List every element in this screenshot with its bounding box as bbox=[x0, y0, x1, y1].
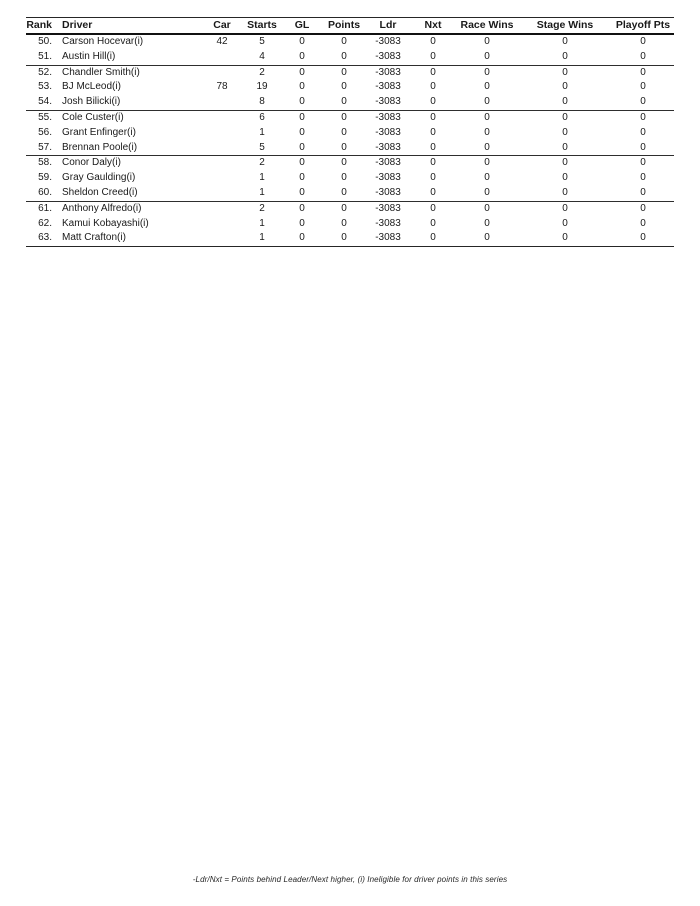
cell-rank: 58. bbox=[38, 157, 52, 169]
cell-driver: Matt Crafton(i) bbox=[62, 232, 126, 244]
cell-rank: 53. bbox=[38, 81, 52, 93]
cell-car bbox=[202, 50, 242, 65]
cell-ldr: -3083 bbox=[375, 172, 401, 184]
column-header-points: Points bbox=[322, 18, 366, 35]
cell-starts: 5 bbox=[259, 36, 265, 47]
cell-playoff_pts: 0 bbox=[612, 186, 674, 201]
cell-nxt: 0 bbox=[410, 50, 456, 65]
column-header-race_wins: Race Wins bbox=[456, 18, 518, 35]
cell-race_wins: 0 bbox=[484, 157, 490, 169]
cell-gl: 0 bbox=[299, 66, 305, 78]
cell-points: 0 bbox=[322, 95, 366, 110]
cell-rank: 63. bbox=[38, 232, 52, 244]
table-row bbox=[26, 217, 674, 232]
table-row bbox=[26, 171, 674, 186]
cell-nxt: 0 bbox=[430, 202, 436, 214]
cell-points: 0 bbox=[322, 141, 366, 156]
cell-points: 0 bbox=[341, 111, 347, 123]
cell-points: 0 bbox=[341, 81, 347, 93]
cell-ldr: -3083 bbox=[375, 36, 401, 47]
cell-starts: 1 bbox=[242, 186, 282, 201]
cell-playoff_pts: 0 bbox=[640, 232, 646, 244]
cell-nxt: 0 bbox=[430, 81, 436, 93]
cell-car bbox=[202, 156, 242, 171]
cell-ldr: -3083 bbox=[375, 126, 401, 138]
cell-ldr: -3083 bbox=[375, 232, 401, 244]
cell-car bbox=[202, 126, 242, 141]
cell-driver: Grant Enfinger(i) bbox=[62, 126, 136, 138]
cell-rank: 51. bbox=[26, 50, 54, 65]
table-row bbox=[26, 186, 674, 201]
cell-starts: 2 bbox=[259, 202, 265, 214]
cell-ldr: -3083 bbox=[366, 50, 410, 65]
cell-starts: 4 bbox=[242, 50, 282, 65]
cell-starts: 1 bbox=[259, 217, 265, 229]
cell-starts: 19 bbox=[256, 81, 268, 93]
cell-points: 0 bbox=[341, 126, 347, 138]
column-header-playoff_pts: Playoff Pts bbox=[612, 18, 674, 35]
cell-points: 0 bbox=[341, 172, 347, 184]
cell-driver: Sheldon Creed(i) bbox=[54, 186, 202, 201]
cell-nxt: 0 bbox=[410, 95, 456, 110]
cell-stage_wins: 0 bbox=[562, 217, 568, 229]
cell-playoff_pts: 0 bbox=[640, 126, 646, 138]
table-row bbox=[26, 50, 674, 65]
cell-race_wins: 0 bbox=[484, 217, 490, 229]
cell-rank: 56. bbox=[38, 126, 52, 138]
cell-stage_wins: 0 bbox=[518, 95, 612, 110]
cell-driver: Cole Custer(i) bbox=[62, 111, 124, 123]
column-header-nxt: Nxt bbox=[410, 18, 456, 35]
table-row bbox=[26, 95, 674, 110]
cell-starts: 8 bbox=[242, 95, 282, 110]
cell-stage_wins: 0 bbox=[562, 172, 568, 184]
cell-ldr: -3083 bbox=[375, 202, 401, 214]
cell-rank: 61. bbox=[38, 202, 52, 214]
cell-starts: 5 bbox=[242, 141, 282, 156]
cell-points: 0 bbox=[341, 66, 347, 78]
cell-nxt: 0 bbox=[410, 186, 456, 201]
cell-playoff_pts: 0 bbox=[640, 202, 646, 214]
cell-gl: 0 bbox=[282, 141, 322, 156]
table-row bbox=[26, 231, 674, 246]
cell-car bbox=[202, 65, 242, 80]
cell-playoff_pts: 0 bbox=[612, 141, 674, 156]
cell-ldr: -3083 bbox=[366, 95, 410, 110]
cell-ldr: -3083 bbox=[366, 141, 410, 156]
cell-points: 0 bbox=[341, 202, 347, 214]
cell-rank: 54. bbox=[26, 95, 54, 110]
table-row bbox=[26, 110, 674, 125]
cell-rank: 57. bbox=[26, 141, 54, 156]
cell-gl: 0 bbox=[299, 157, 305, 169]
column-header-rank: Rank bbox=[26, 18, 54, 35]
cell-stage_wins: 0 bbox=[562, 81, 568, 93]
cell-starts: 1 bbox=[259, 172, 265, 184]
cell-nxt: 0 bbox=[430, 36, 436, 47]
cell-points: 0 bbox=[322, 186, 366, 201]
cell-race_wins: 0 bbox=[456, 95, 518, 110]
cell-rank: 62. bbox=[38, 217, 52, 229]
cell-rank: 60. bbox=[26, 186, 54, 201]
cell-nxt: 0 bbox=[430, 232, 436, 244]
cell-race_wins: 0 bbox=[484, 126, 490, 138]
footnote: -Ldr/Nxt = Points behind Leader/Next higher, (i) Ineligible for driver points in this series bbox=[192, 875, 508, 884]
cell-playoff_pts: 0 bbox=[640, 217, 646, 229]
cell-ldr: -3083 bbox=[375, 81, 401, 93]
standings-table-body bbox=[26, 34, 674, 247]
cell-ldr: -3083 bbox=[375, 157, 401, 169]
cell-stage_wins: 0 bbox=[562, 232, 568, 244]
cell-gl: 0 bbox=[299, 81, 305, 93]
cell-car: 42 bbox=[216, 36, 228, 47]
cell-stage_wins: 0 bbox=[562, 36, 568, 47]
cell-race_wins: 0 bbox=[456, 50, 518, 65]
cell-race_wins: 0 bbox=[484, 66, 490, 78]
cell-starts: 6 bbox=[259, 111, 265, 123]
column-header-car: Car bbox=[202, 18, 242, 35]
table-row bbox=[26, 126, 674, 141]
cell-race_wins: 0 bbox=[456, 186, 518, 201]
cell-points: 0 bbox=[341, 157, 347, 169]
cell-playoff_pts: 0 bbox=[640, 157, 646, 169]
cell-driver: Conor Daly(i) bbox=[62, 157, 121, 169]
cell-gl: 0 bbox=[299, 111, 305, 123]
table-row bbox=[26, 34, 674, 50]
cell-driver: Brennan Poole(i) bbox=[54, 141, 202, 156]
cell-rank: 52. bbox=[38, 66, 52, 78]
column-header-gl: GL bbox=[282, 18, 322, 35]
cell-ldr: -3083 bbox=[375, 66, 401, 78]
column-header-driver: Driver bbox=[54, 18, 202, 35]
cell-starts: 1 bbox=[259, 232, 265, 244]
cell-driver: Anthony Alfredo(i) bbox=[62, 202, 142, 214]
cell-gl: 0 bbox=[299, 36, 305, 47]
cell-stage_wins: 0 bbox=[518, 141, 612, 156]
cell-driver: Josh Bilicki(i) bbox=[54, 95, 202, 110]
cell-gl: 0 bbox=[282, 186, 322, 201]
cell-gl: 0 bbox=[299, 217, 305, 229]
cell-car bbox=[202, 141, 242, 156]
cell-gl: 0 bbox=[299, 232, 305, 244]
cell-gl: 0 bbox=[282, 50, 322, 65]
cell-car bbox=[202, 95, 242, 110]
cell-car bbox=[202, 217, 242, 232]
cell-points: 0 bbox=[341, 217, 347, 229]
cell-race_wins: 0 bbox=[484, 111, 490, 123]
table-row bbox=[26, 141, 674, 156]
cell-ldr: -3083 bbox=[375, 217, 401, 229]
cell-ldr: -3083 bbox=[375, 111, 401, 123]
cell-playoff_pts: 0 bbox=[640, 66, 646, 78]
cell-nxt: 0 bbox=[430, 157, 436, 169]
cell-race_wins: 0 bbox=[484, 232, 490, 244]
cell-stage_wins: 0 bbox=[518, 186, 612, 201]
cell-starts: 1 bbox=[259, 126, 265, 138]
cell-points: 0 bbox=[341, 232, 347, 244]
cell-nxt: 0 bbox=[430, 217, 436, 229]
cell-driver: Carson Hocevar(i) bbox=[62, 36, 144, 47]
cell-starts: 2 bbox=[259, 66, 265, 78]
cell-points: 0 bbox=[341, 36, 347, 47]
table-row bbox=[26, 156, 674, 171]
cell-driver: Gray Gaulding(i) bbox=[62, 172, 136, 184]
cell-driver: Chandler Smith(i) bbox=[62, 66, 140, 78]
cell-driver: BJ McLeod(i) bbox=[62, 81, 121, 93]
cell-gl: 0 bbox=[299, 202, 305, 214]
cell-car bbox=[202, 186, 242, 201]
standings-table bbox=[26, 17, 674, 247]
cell-stage_wins: 0 bbox=[562, 66, 568, 78]
cell-car bbox=[202, 110, 242, 125]
cell-race_wins: 0 bbox=[484, 172, 490, 184]
table-row bbox=[26, 65, 674, 80]
cell-stage_wins: 0 bbox=[518, 50, 612, 65]
cell-points: 0 bbox=[322, 50, 366, 65]
cell-car bbox=[202, 171, 242, 186]
cell-race_wins: 0 bbox=[456, 141, 518, 156]
cell-stage_wins: 0 bbox=[562, 202, 568, 214]
cell-driver: Kamui Kobayashi(i) bbox=[62, 217, 149, 229]
cell-nxt: 0 bbox=[410, 141, 456, 156]
column-header-stage_wins: Stage Wins bbox=[518, 18, 612, 35]
table-row bbox=[26, 201, 674, 216]
cell-playoff_pts: 0 bbox=[612, 95, 674, 110]
cell-stage_wins: 0 bbox=[562, 111, 568, 123]
cell-nxt: 0 bbox=[430, 111, 436, 123]
cell-playoff_pts: 0 bbox=[640, 172, 646, 184]
cell-car bbox=[202, 231, 242, 246]
cell-car: 78 bbox=[216, 81, 228, 93]
cell-playoff_pts: 0 bbox=[640, 81, 646, 93]
cell-nxt: 0 bbox=[430, 126, 436, 138]
cell-stage_wins: 0 bbox=[562, 126, 568, 138]
table-row bbox=[26, 80, 674, 95]
table-header-row bbox=[26, 18, 674, 35]
cell-rank: 59. bbox=[38, 172, 52, 184]
cell-playoff_pts: 0 bbox=[640, 36, 646, 47]
cell-ldr: -3083 bbox=[366, 186, 410, 201]
cell-rank: 50. bbox=[38, 36, 52, 47]
cell-race_wins: 0 bbox=[484, 36, 490, 47]
cell-gl: 0 bbox=[282, 95, 322, 110]
cell-nxt: 0 bbox=[430, 66, 436, 78]
cell-race_wins: 0 bbox=[484, 202, 490, 214]
cell-race_wins: 0 bbox=[484, 81, 490, 93]
cell-nxt: 0 bbox=[430, 172, 436, 184]
cell-playoff_pts: 0 bbox=[640, 111, 646, 123]
cell-gl: 0 bbox=[299, 126, 305, 138]
column-header-starts: Starts bbox=[242, 18, 282, 35]
cell-stage_wins: 0 bbox=[562, 157, 568, 169]
cell-gl: 0 bbox=[299, 172, 305, 184]
cell-car bbox=[202, 201, 242, 216]
cell-playoff_pts: 0 bbox=[612, 50, 674, 65]
column-header-ldr: Ldr bbox=[366, 18, 410, 35]
cell-driver: Austin Hill(i) bbox=[54, 50, 202, 65]
cell-starts: 2 bbox=[259, 157, 265, 169]
cell-rank: 55. bbox=[38, 111, 52, 123]
